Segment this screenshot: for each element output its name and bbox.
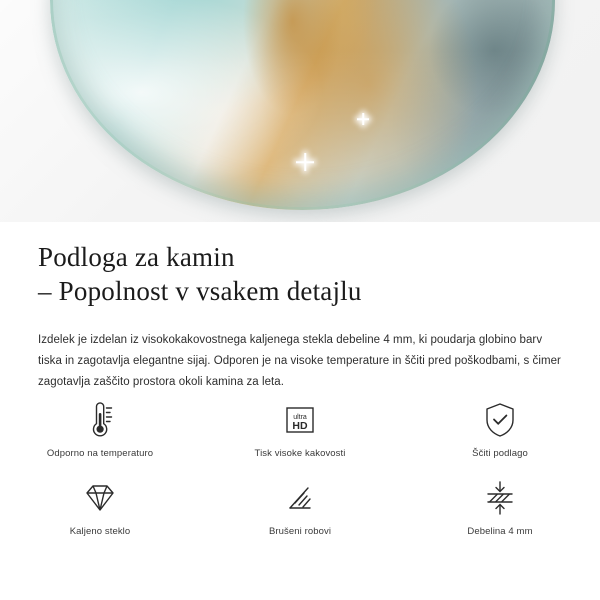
- feature-item-polished-edges: [200, 476, 400, 550]
- product-description: Izdelek je izdelan iz visokokakovostnega kaljenega stekla debeline 4 mm, ki poudarja globino barv tiska in zagotavlja elegantne sijaj. Odporen je na visoke temperature in ščiti pred poškodbami, s čimer zagotavlja zaščito prostora okoli kamina za leta.: [38, 334, 561, 388]
- glass-sheen-overlay: [50, 50, 555, 210]
- feature-label: Kaljeno steklo: [69, 526, 131, 537]
- feature-label: Odporno na temperaturo: [46, 448, 154, 459]
- page-title: [38, 240, 562, 308]
- polished-edges-icon: [280, 476, 320, 520]
- ultra-hd-icon: [280, 398, 320, 442]
- page-title-line-1: Podloga za kamin: [38, 242, 235, 272]
- feature-item-print-quality: [200, 398, 400, 472]
- feature-item-thickness: [400, 476, 600, 550]
- feature-label: Tisk visoke kakovosti: [254, 448, 346, 459]
- feature-item-temperature-resistant: [0, 398, 200, 472]
- feature-label: Brušeni robovi: [268, 526, 332, 537]
- feature-label: Debelina 4 mm: [467, 526, 533, 537]
- diamond-icon: [78, 476, 122, 520]
- feature-item-protects-surface: [400, 398, 600, 472]
- thickness-arrows-icon: [478, 476, 522, 520]
- page-title-line-2: – Popolnost v vsakem detajlu: [38, 276, 362, 306]
- hero-image: [0, 0, 600, 222]
- feature-item-tempered-glass: [0, 476, 200, 550]
- svg-text:ultra: ultra: [293, 414, 307, 421]
- feature-grid: [0, 398, 600, 550]
- sparkle-icon: [357, 113, 369, 125]
- shield-check-icon: [480, 398, 520, 442]
- feature-label: Ščiti podlago: [472, 448, 528, 459]
- sparkle-icon: [296, 153, 314, 171]
- glass-plate-product-image: [50, 0, 555, 210]
- thermometer-icon: [83, 398, 117, 442]
- text-content: [0, 222, 600, 393]
- svg-text:HD: HD: [292, 420, 308, 432]
